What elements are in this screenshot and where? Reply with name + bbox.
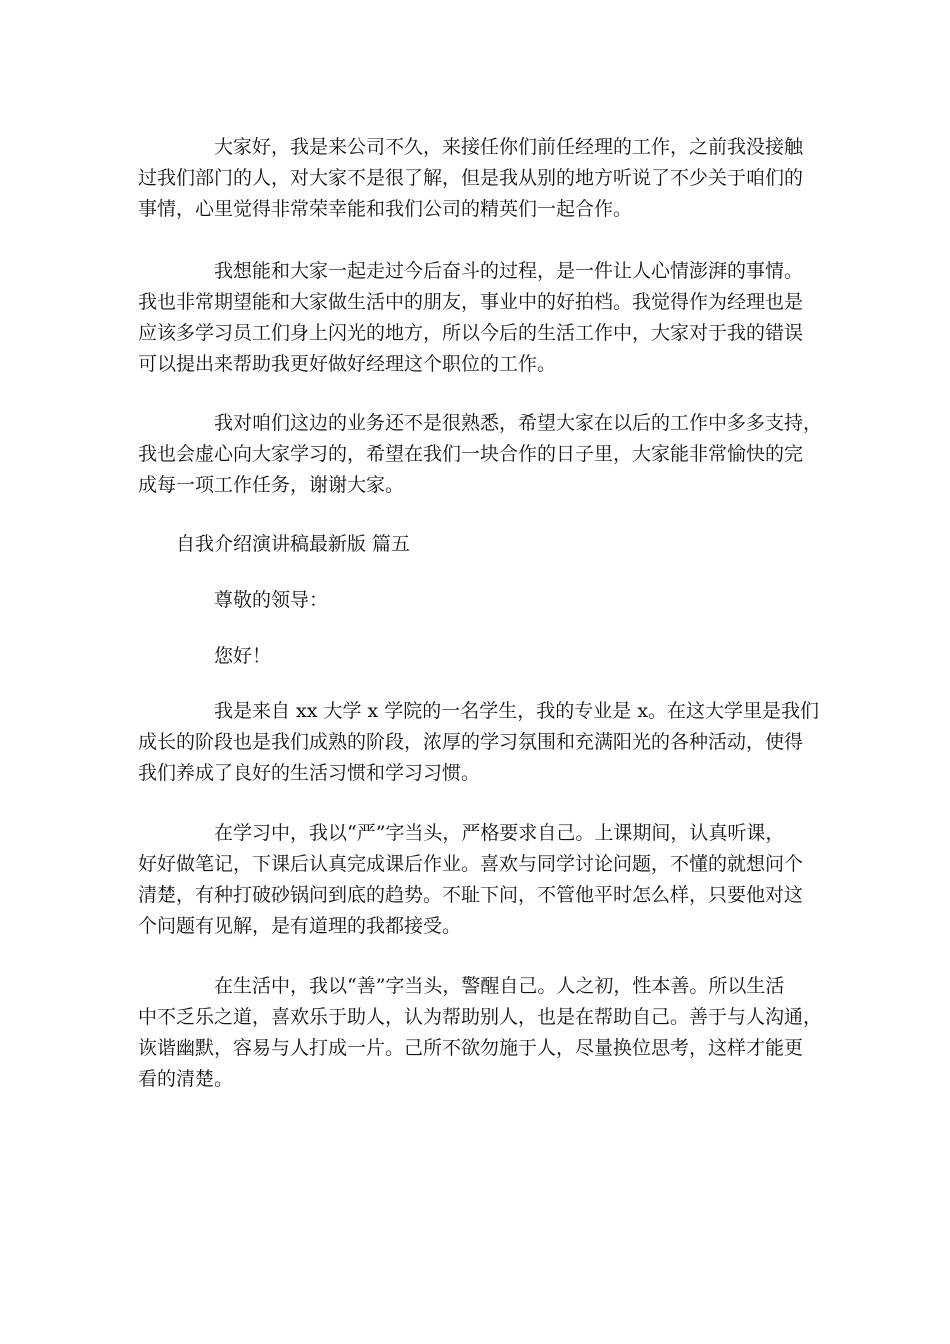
paragraph-line: 我们养成了良好的生活习惯和学习习惯。 [138, 762, 481, 784]
section-heading: 自我介绍演讲稿最新版 篇五 [176, 533, 411, 555]
paragraph-line: 我也会虚心向大家学习的，希望在我们一块合作的日子里，大家能非常愉快的完 [138, 443, 804, 465]
paragraph-line: 诙谐幽默，容易与人打成一片。己所不欲勿施于人，尽量换位思考，这样才能更 [138, 1037, 804, 1059]
paragraph-line: 事情，心里觉得非常荣幸能和我们公司的精英们一起合作。 [138, 198, 633, 220]
paragraph-line: 成长的阶段也是我们成熟的阶段，浓厚的学习氛围和充满阳光的各种活动，使得 [138, 731, 804, 753]
paragraph-1 [138, 132, 818, 225]
paragraph-line: 可以提出来帮助我更好做好经理这个职位的工作。 [138, 353, 557, 375]
paragraph-line: 我想能和大家一起走过今后奋斗的过程，是一件让人心情澎湃的事情。 [214, 260, 804, 282]
paragraph-line: 我是来自 xx 大学 x 学院的一名学生，我的专业是 x。在这大学里是我们 [214, 700, 820, 722]
paragraph-line: 我也非常期望能和大家做生活中的朋友，事业中的好拍档。我觉得作为经理也是 [138, 291, 804, 313]
salutation: 尊敬的领导： [214, 589, 329, 611]
paragraph-5 [138, 818, 818, 942]
paragraph-line: 成每一项工作任务，谢谢大家。 [138, 474, 405, 496]
paragraph-line: 应该多学习员工们身上闪光的地方，所以今后的生活工作中，大家对于我的错误 [138, 322, 804, 344]
paragraph-line: 大家好，我是来公司不久，来接任你们前任经理的工作，之前我没接触 [214, 136, 804, 158]
paragraph-line: 看的清楚。 [138, 1068, 234, 1090]
paragraph-line: 清楚，有种打破砂锅问到底的趋势。不耻下问，不管他平时怎么样，只要他对这 [138, 884, 804, 906]
paragraph-line: 我对咱们这边的业务还不是很熟悉，希望大家在以后的工作中多多支持， [214, 412, 823, 434]
paragraph-line: 在学习中，我以“严”字当头，严格要求自己。上课期间，认真听课， [214, 822, 785, 844]
paragraph-6 [138, 971, 823, 1095]
greeting: 您好！ [214, 645, 272, 667]
paragraph-line: 过我们部门的人，对大家不是很了解，但是我从别的地方听说了不少关于咱们的 [138, 167, 804, 189]
paragraph-2 [138, 256, 818, 380]
paragraph-line: 个问题有见解，是有道理的我都接受。 [138, 915, 462, 937]
paragraph-line: 好好做笔记，下课后认真完成课后作业。喜欢与同学讨论问题，不懂的就想问个 [138, 853, 804, 875]
paragraph-line: 中不乏乐之道，喜欢乐于助人，认为帮助别人，也是在帮助自己。善于与人沟通， [138, 1006, 823, 1028]
paragraph-line: 在生活中，我以“善”字当头，警醒自己。人之初，性本善。所以生活 [214, 975, 785, 997]
paragraph-3 [138, 408, 823, 501]
paragraph-4 [138, 696, 818, 789]
